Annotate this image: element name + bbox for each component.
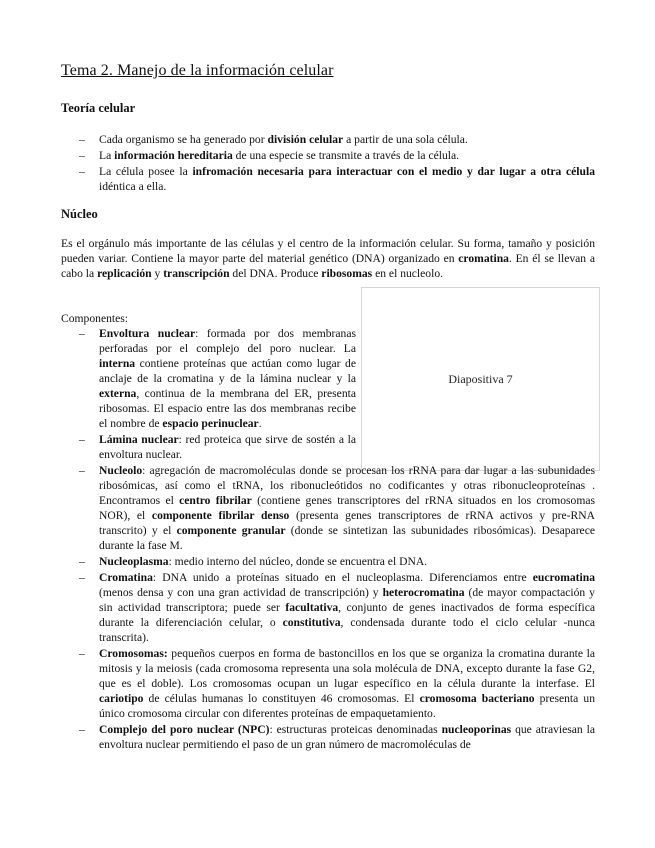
list-item: – Cada organismo se ha generado por división celular a partir de una sola célula. (61, 132, 595, 147)
list-item-poro: – Complejo del poro nuclear (NPC): estructuras proteicas denominadas nucleoporinas que atraviesan la envoltura nuclear permitiendo el paso de un gran número de macromoléculas de (61, 722, 595, 752)
list-item-cromosomas: – Cromosomas: pequeños cuerpos en forma de bastoncillos en los que se organiza la cromatina durante la mitosis y la meiosis (cada cromosoma representa una sola molécula de DNA, excepto durante la fase G2, que es el doble). Los cromosomas ocupan un lugar específico en la célula durante la interfase. El cariotipo de células humanas lo constituyen 46 cromosomas. El cromosoma bacteriano presenta un único cromosoma circular con diferentes proteínas de empaquetamiento. (61, 646, 595, 721)
list-item-nucleolo: – Nucleolo: agregación de macromoléculas donde se procesan los rRNA para dar lugar a las subunidades ribosómicas, así como el tRNA, los ribonucleótidos no codificantes y otras ribonucleoproteínas . Encontramos el centro fibrilar (contiene genes transcriptores del rRNA situados en los cromosomas NOR), el componente fibrilar denso (presenta genes transcriptores de rRNA activos y pre-RNA transcrito) y el componente granular (donde se sintetizan las subunidades ribosómicas). Desaparece durante la fase M. (61, 463, 595, 553)
page-title: Tema 2. Manejo de la información celular (61, 62, 334, 79)
componentes-label: Componentes: (61, 312, 128, 325)
teoria-list (61, 132, 595, 194)
list-item: – La información hereditaria de una especie se transmite a través de la célula. (61, 148, 595, 163)
componentes-list (61, 326, 595, 752)
list-item-envoltura: – Envoltura nuclear: formada por dos membranas perforadas por el complejo del poro nuclear. La interna contiene proteínas que actúan como lugar de anclaje de la cromatina y de la lámina nuclear y la externa, continua de la membrana del ER, presenta ribosomas. El espacio entre las dos membranas recibe el nombre de espacio perinuclear. (61, 326, 356, 431)
slide-placeholder-label: Diapositiva 7 (448, 371, 513, 386)
teoria-list-block (61, 132, 595, 195)
componentes-block (61, 326, 595, 753)
list-item-nucleoplasma: – Nucleoplasma: medio interno del núcleo, donde se encuentra el DNA. (61, 554, 595, 569)
list-item-lamina: – Lámina nuclear: red proteica que sirve de sostén a la envoltura nuclear. (61, 432, 356, 462)
list-item-cromatina: – Cromatina: DNA unido a proteínas situado en el nucleoplasma. Diferenciamos entre eucromatina (menos densa y con una gran actividad de transcripción) y heterocromatina (de mayor compactación y sin actividad transcriptora; puede ser facultativa, conjunto de genes inactivados de forma específica durante la diferenciación celular, o constitutiva, condensada durante todo el ciclo celular -nunca transcrita). (61, 570, 595, 645)
nucleo-intro-paragraph: Es el orgánulo más importante de las células y el centro de la información celular. Su forma, tamaño y posición pueden variar. Contiene la mayor parte del material genético (DNA) organizado en cromatina. En él se llevan a cabo la replicación y transcripción del DNA. Produce ribosomas en el nucleolo. (61, 237, 595, 280)
section-heading-teoria: Teoría celular (61, 101, 136, 115)
section-heading-nucleo: Núcleo (61, 207, 98, 221)
list-item: – La célula posee la infromación necesaria para interactuar con el medio y dar lugar a otra célula idéntica a ella. (61, 164, 595, 194)
